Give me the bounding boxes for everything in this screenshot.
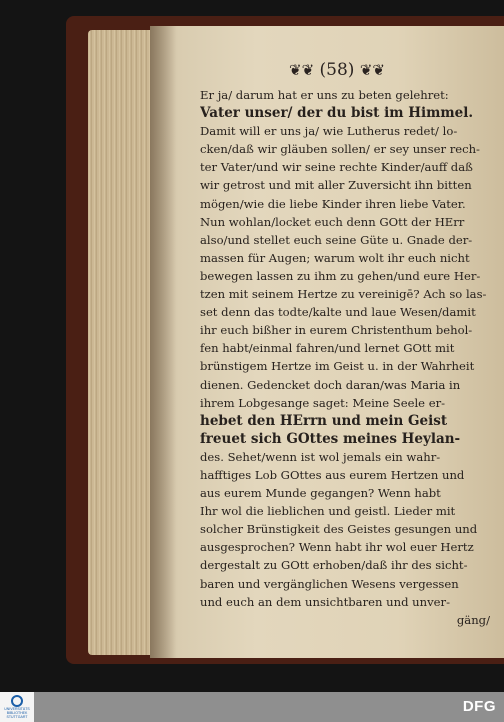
library-logo[interactable]	[0, 692, 34, 722]
text-line: und euch an dem unsichtbaren und unver-	[200, 594, 450, 609]
page-number: (58)	[319, 60, 355, 80]
catchword: gäng/	[456, 612, 490, 627]
text-line: hafftiges Lob GOttes aus eurem Hertzen und	[200, 467, 465, 482]
text-line: Er ja/ darum hat er uns zu beten gelehret:	[200, 88, 449, 102]
dfg-logo[interactable]: DFG	[462, 698, 496, 715]
text-line: des. Sehet/wenn ist wol jemals ein wahr-	[200, 449, 441, 464]
text-line: bewegen lassen zu ihm zu gehen/und eure Her-	[200, 268, 481, 283]
text-line: also/und stellet euch seine Güte u. Gnade der-	[200, 232, 473, 247]
ornament-left-icon: ❦❦	[289, 61, 315, 79]
text-line: cken/daß wir gläuben sollen/ er sey unser rech-	[200, 142, 480, 157]
text-line: mögen/wie die liebe Kinder ihren liebe Vater.	[200, 196, 466, 211]
text-line: massen für Augen; warum wolt ihr euch nicht	[200, 250, 470, 265]
text-line: Damit will er uns ja/ wie Lutherus redet/ lo-	[200, 124, 458, 139]
page-edges	[88, 30, 158, 655]
library-logo-icon	[11, 695, 23, 707]
text-line: tzen mit seinem Hertze zu vereinigē? Ach so las-	[200, 287, 487, 302]
spine-shadow	[150, 26, 176, 658]
text-line: dergestalt zu GOtt erhoben/daß ihr des sicht-	[200, 558, 468, 573]
text-line: solcher Brünstigkeit des Geistes gesungen und	[200, 522, 478, 537]
text-line: fen habt/einmal fahren/und lernet GOtt mit	[200, 341, 455, 356]
text-line: hebet den HErrn und mein Geist	[200, 412, 448, 429]
viewer-footer	[0, 692, 504, 722]
ornament-right-icon: ❦❦	[359, 61, 385, 79]
text-line: baren und vergänglichen Wesens vergessen	[200, 576, 459, 591]
page-text	[200, 86, 490, 629]
text-line: ausgesprochen? Wenn habt ihr wol euer Hertz	[200, 540, 474, 555]
text-line: aus eurem Munde gegangen? Wenn habt	[200, 486, 441, 501]
library-logo-text: UNIVERSITÄTS BIBLIOTHEK STUTTGART	[4, 707, 30, 719]
text-line: wir getrost und mit aller Zuversicht ihn bitten	[200, 178, 472, 193]
text-line: Ihr wol die lieblichen und geistl. Lieder mit	[200, 504, 456, 519]
text-line: brünstigem Hertze im Geist u. in der Wahrheit	[200, 359, 475, 374]
text-line: Vater unser/ der du bist im Himmel.	[200, 105, 474, 122]
text-line: ter Vater/und wir seine rechte Kinder/auff daß	[200, 160, 473, 175]
text-line: ihr euch bißher in eurem Christenthum behol-	[200, 323, 473, 338]
text-line: ihrem Lobgesange saget: Meine Seele er-	[200, 395, 446, 410]
text-line: dienen. Gedencket doch daran/was Maria in	[200, 377, 461, 392]
page-header	[262, 60, 412, 80]
text-line: set denn das todte/kalte und laue Wesen/damit	[200, 305, 476, 320]
text-line: Nun wohlan/locket euch denn GOtt der HErr	[200, 214, 465, 229]
text-line: freuet sich GOttes meines Heylan-	[200, 430, 461, 447]
